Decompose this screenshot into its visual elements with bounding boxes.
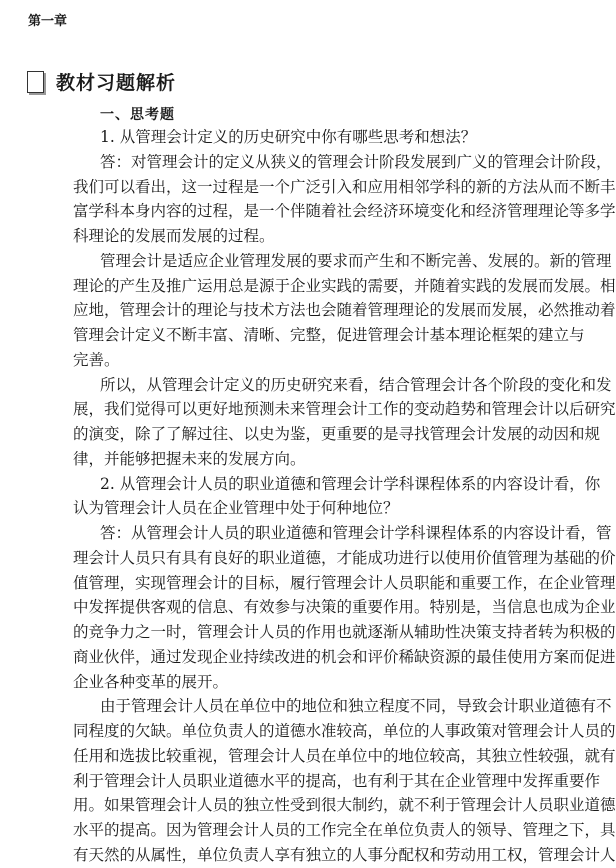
- paragraph-line: 1. 从管理会计定义的历史研究中你有哪些思考和想法？: [100, 128, 477, 146]
- chapter-header: 第一章: [28, 14, 68, 29]
- paragraph-line: 律，并能够把握未来的发展方向。: [73, 449, 306, 468]
- paragraph-line: 同程度的欠缺。单位负责人的道德水准较高，单位的人事政策对管理会计人员的: [73, 722, 616, 740]
- paragraph-line: 完善。: [73, 350, 120, 369]
- paragraph-line: 所以，从管理会计定义的历史研究来看，结合管理会计各个阶段的变化和发: [100, 375, 612, 394]
- paragraph-line: 理会计人员只有具有良好的职业道德，才能成功进行以使用价值管理为基础的价: [73, 548, 616, 567]
- paragraph-line: 利于管理会计人员职业道德水平的提高，也有利于其在企业管理中发挥重要作: [73, 771, 601, 790]
- paragraph-line: 中发挥提供客观的信息、有效参与决策的重要作用。特别是，当信息也成为企业: [73, 598, 616, 617]
- paragraph-line: 用。如果管理会计人员的独立性受到很大制约，就不利于管理会计人员职业道德: [73, 796, 616, 815]
- section-box-icon: [27, 71, 44, 93]
- paragraph-line: 答：从管理会计人员的职业道德和管理会计学科课程体系的内容设计看，管: [100, 524, 612, 542]
- paragraph-line: 答：对管理会计的定义从狭义的管理会计阶段发展到广义的管理会计阶段，: [100, 152, 612, 171]
- paragraph-line: 由于管理会计人员在单位中的地位和独立程度不同，导致会计职业道德有不: [100, 697, 612, 716]
- paragraph-line: 展，我们觉得可以更好地预测未来管理会计工作的变动趋势和管理会计以后研究: [73, 400, 616, 419]
- paragraph-line: 有天然的从属性，单位负责人享有独立的人事分配权和劳动用工权，管理会计人: [73, 845, 616, 864]
- paragraph-line: 科理论的发展而发展的过程。: [73, 227, 275, 245]
- paragraph-line: 水平的提高。因为管理会计人员的工作完全在单位负责人的领导、管理之下，具: [73, 821, 616, 839]
- paragraph-line: 的演变，除了了解过往、以史为鉴，更重要的是寻找管理会计发展的动因和规: [73, 425, 601, 443]
- paragraph-line: 商业伙伴，通过发现企业持续改进的机会和评价稀缺资源的最佳使用方案而促进: [73, 647, 616, 666]
- paragraph-line: 企业各种变革的展开。: [73, 672, 229, 691]
- section-heading: [27, 68, 176, 95]
- paragraph-line: 2. 从管理会计人员的职业道德和管理会计学科课程体系的内容设计看，你: [100, 474, 601, 493]
- paragraph-line: 富学科本身内容的过程，是一个伴随着社会经济环境变化和经济管理理论等多学: [73, 202, 616, 221]
- paragraph-line: 管理会计定义不断丰富、清晰、完整，促进管理会计基本理论框架的建立与: [73, 326, 585, 344]
- paragraph-line: 理论的产生及推广运用总是源于企业实践的需要，并随着实践的发展而发展。相: [73, 276, 616, 295]
- paragraph-line: 我们可以看出，这一过程是一个广泛引入和应用相邻学科的新的方法从而不断丰: [73, 177, 616, 196]
- subsection-title: 一、思考题: [100, 107, 175, 123]
- paragraph-line: 认为管理会计人员在企业管理中处于何种地位？: [73, 499, 399, 518]
- body-text: [73, 125, 616, 868]
- paragraph-line: 值管理，实现管理会计的目标，履行管理会计人员职能和重要工作，在企业管理: [73, 573, 616, 592]
- paragraph-line: 任用和选拔比较重视，管理会计人员在单位中的地位较高，其独立性较强，就有: [73, 746, 616, 765]
- paragraph-line: 的竞争力之一时，管理会计人员的作用也就逐渐从辅助性决策支持者转为积极的: [73, 623, 616, 641]
- section-title: 教材习题解析: [56, 72, 177, 94]
- paragraph-line: 管理会计是适应企业管理发展的要求而产生和不断完善、发展的。新的管理: [100, 251, 612, 270]
- paragraph-line: 应地，管理会计的理论与技术方法也会随着管理理论的发展而发展，必然推动着: [73, 301, 616, 320]
